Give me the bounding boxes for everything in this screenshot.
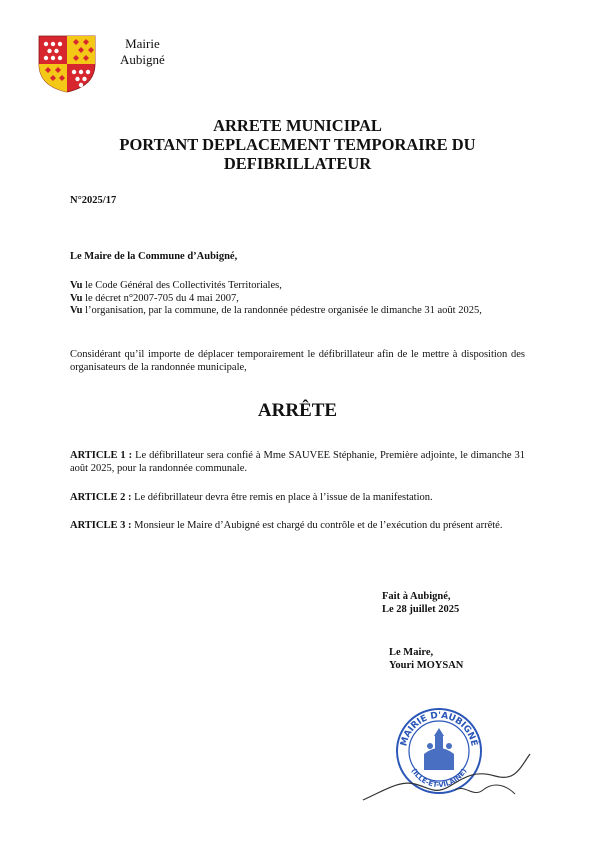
mairie-line1: Mairie — [125, 36, 160, 51]
stamp-bottom-text: (ILLE-ET-VILAINE) — [409, 767, 469, 790]
article-label: ARTICLE 3 : — [70, 520, 132, 531]
article-text: Le défibrillateur devra être remis en place à l’issue de la manifestation. — [131, 492, 433, 503]
signatory — [389, 646, 463, 672]
article-3 — [70, 520, 525, 533]
mairie-header — [120, 36, 165, 68]
visa-line — [70, 280, 525, 293]
visa-text: le décret n°2007-705 du 4 mai 2007, — [82, 292, 239, 304]
handwritten-signature — [355, 740, 535, 810]
signatory-role: Le Maire, — [389, 647, 434, 658]
maire-preamble: Le Maire de la Commune d’Aubigné, — [70, 251, 238, 262]
coat-of-arms-logo — [37, 34, 97, 94]
mairie-line2: Aubigné — [120, 52, 165, 67]
visa-text: le Code Général des Collectivités Territoriales, — [82, 280, 282, 291]
article-text: Monsieur le Maire d’Aubigné est chargé du contrôle et de l’exécution du présent arrêté. — [131, 520, 503, 531]
article-2 — [70, 492, 525, 505]
title-line3: DEFIBRILLATEUR — [223, 154, 372, 173]
article-label: ARTICLE 2 : — [70, 492, 132, 503]
article-1 — [70, 450, 525, 475]
visa-label: Vu — [70, 305, 83, 316]
date-line: Le 28 juillet 2025 — [382, 604, 460, 615]
article-text: Le défibrillateur sera confié à Mme SAUVEE Stéphanie, Première adjointe, le dimanche 31 août 2025, pour la randonnée communale. — [70, 450, 525, 474]
decree-number: N°2025/17 — [70, 195, 117, 206]
signatory-name: Youri MOYSAN — [389, 660, 464, 671]
visas — [70, 280, 525, 318]
document-title — [60, 116, 535, 173]
stamp-top-text: MAIRIE D'AUBIGNÉ — [399, 710, 479, 748]
title-line2: PORTANT DEPLACEMENT TEMPORAIRE DU — [119, 135, 476, 154]
visa-line — [70, 293, 525, 306]
arrete-heading: ARRÊTE — [257, 400, 338, 421]
visa-label: Vu — [70, 292, 83, 304]
visa-label: Vu — [70, 280, 83, 291]
article-label: ARTICLE 1 : — [70, 450, 133, 461]
considerant-paragraph: Considérant qu’il importe de déplacer temporairement le défibrillateur afin de le mettre à disposition des organisateurs de la randonnée municipale, — [70, 349, 525, 373]
title-line1: ARRETE MUNICIPAL — [213, 116, 382, 135]
place-date — [382, 590, 459, 616]
fait-line: Fait à Aubigné, — [382, 591, 451, 602]
visa-line — [70, 305, 525, 318]
visa-text: l’organisation, par la commune, de la randonnée pédestre organisée le dimanche 31 août 2025, — [82, 305, 482, 316]
